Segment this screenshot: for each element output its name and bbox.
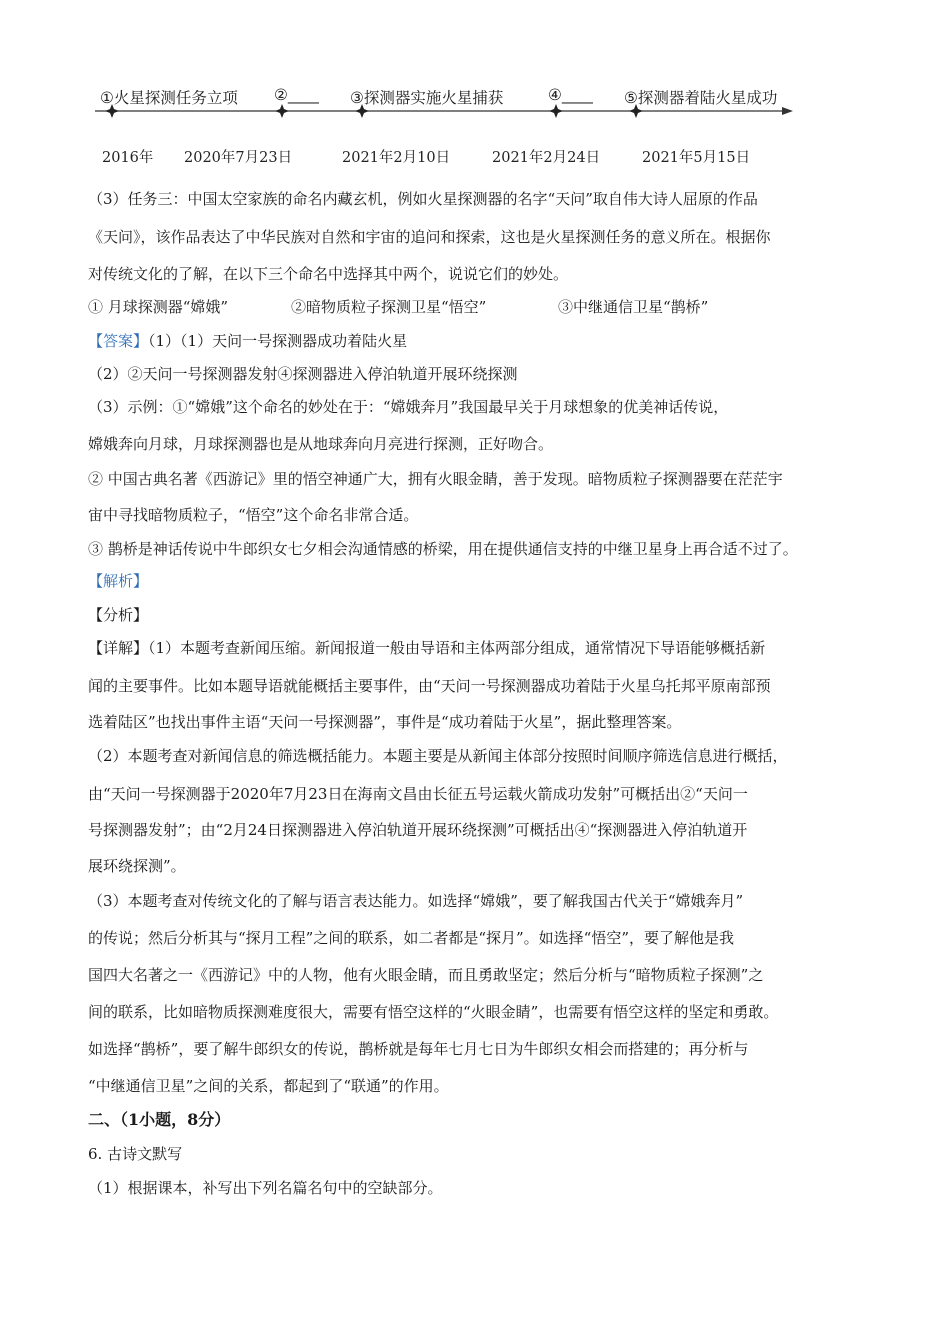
answer-3-line-5: ③ 鹊桥是神话传说中牛郎织女七夕相会沟通情感的桥梁，用在提供通信支持的中继卫星身上再合适不过了。 bbox=[88, 540, 798, 558]
answer-3-line-1: （3）示例：①“嫦娥”这个命名的妙处在于：“嫦娥奔月”我国最早关于月球想象的优美神话传说， bbox=[88, 398, 729, 416]
timeline-node-5: ⑤探测器着陆火星成功 bbox=[624, 89, 778, 107]
timeline-arrowhead bbox=[782, 107, 793, 115]
answer-3-line-2: 嫦娥奔向月球，月球探测器也是从地球奔向月亮进行探测，正好吻合。 bbox=[88, 435, 554, 453]
detail-3-line-6: “中继通信卫星”之间的关系，都起到了“联通”的作用。 bbox=[88, 1077, 449, 1095]
detail-3-line-1: （3）本题考查对传统文化的了解与语言表达能力。如选择“嫦娥”，要了解我国古代关于“嫦娥奔月” bbox=[88, 892, 744, 910]
task3-option-3: ③中继通信卫星“鹊桥” bbox=[558, 298, 709, 316]
detail-3-line-2: 的传说；然后分析其与“探月工程”之间的联系，如二者都是“探月”。如选择“悟空”，要了解他是我 bbox=[88, 929, 735, 947]
detail-1-line-2: 闻的主要事件。比如本题导语就能概括主要事件，由“天问一号探测器成功着陆于火星乌托邦平原南部预 bbox=[88, 677, 771, 695]
timeline-date-4: 2021年2月24日 bbox=[492, 150, 601, 166]
timeline-date-1: 2016年 bbox=[102, 150, 154, 166]
detail-2-line-3: 号探测器发射”；由“2月24日探测器进入停泊轨道开展环绕探测”可概括出④“探测器进入停泊轨道开 bbox=[88, 821, 748, 839]
detail-1-text: （1）本题考查新闻压缩。新闻报道一般由导语和主体两部分组成，通常情况下导语能够概括新 bbox=[148, 639, 766, 657]
answer-tag: 【答案】 bbox=[88, 332, 149, 350]
analysis-tag: 【解析】 bbox=[88, 572, 149, 590]
question-6-title: 6. 古诗文默写 bbox=[88, 1145, 183, 1163]
timeline-node-3: ③探测器实施火星捕获 bbox=[350, 89, 504, 107]
detail-3-line-4: 间的联系，比如暗物质探测难度很大，需要有悟空这样的“火眼金睛”，也需要有悟空这样的坚定和勇敢。 bbox=[88, 1003, 779, 1021]
timeline-node-1: ①火星探测任务立项 bbox=[100, 89, 238, 107]
timeline-node-marker-2 bbox=[275, 104, 289, 118]
timeline-node-2: ②____ bbox=[274, 86, 319, 104]
timeline-date-5: 2021年5月15日 bbox=[642, 150, 751, 166]
task3-option-2: ②暗物质粒子探测卫星“悟空” bbox=[291, 298, 487, 316]
answer-1: （1）（1）天问一号探测器成功着陆火星 bbox=[148, 332, 408, 350]
detail-2-line-1: （2）本题考查对新闻信息的筛选概括能力。本题主要是从新闻主体部分按照时间顺序筛选信息进行概括， bbox=[88, 747, 788, 765]
detail-3-line-5: 如选择“鹊桥”，要了解牛郎织女的传说，鹊桥就是每年七月七日为牛郎织女相会而搭建的；再分析与 bbox=[88, 1040, 749, 1058]
detail-2-line-2: 由“天问一号探测器于2020年7月23日在海南文昌由长征五号运载火箭成功发射”可概括出②“天问一 bbox=[88, 785, 748, 803]
question-6-part-1: （1）根据课本，补写出下列名篇名句中的空缺部分。 bbox=[88, 1179, 443, 1197]
detail-1-line-1 bbox=[88, 638, 765, 658]
detail-tag: 【详解】 bbox=[88, 639, 149, 657]
fenxi-tag: 【分析】 bbox=[88, 606, 149, 624]
task3-paragraph-line-3: 对传统文化的了解，在以下三个命名中选择其中两个，说说它们的妙处。 bbox=[88, 265, 569, 283]
detail-1-line-3: 选着陆区”也找出事件主语“天问一号探测器”，事件是“成功着陆于火星”，据此整理答案。 bbox=[88, 713, 682, 731]
answer-3-line-4: 宙中寻找暗物质粒子，“悟空”这个命名非常合适。 bbox=[88, 506, 419, 524]
timeline-node-marker-4 bbox=[549, 104, 563, 118]
answer-2: （2）②天问一号探测器发射④探测器进入停泊轨道开展环绕探测 bbox=[88, 365, 518, 383]
detail-2-line-4: 展环绕探测”。 bbox=[88, 857, 186, 875]
timeline-date-3: 2021年2月10日 bbox=[342, 150, 451, 166]
timeline-date-2: 2020年7月23日 bbox=[184, 150, 293, 166]
task3-paragraph-line-1: （3）任务三：中国太空家族的命名内藏玄机，例如火星探测器的名字“天问”取自伟大诗人屈原的作品 bbox=[88, 190, 758, 208]
mars-mission-timeline bbox=[0, 0, 950, 175]
answer-line-1 bbox=[88, 331, 407, 351]
task3-option-1: ① 月球探测器“嫦娥” bbox=[88, 298, 229, 316]
task3-paragraph-line-2: 《天问》，该作品表达了中华民族对自然和宇宙的追问和探索，这也是火星探测任务的意义所在。根据你 bbox=[88, 228, 771, 246]
answer-3-line-3: ② 中国古典名著《西游记》里的悟空神通广大，拥有火眼金睛，善于发现。暗物质粒子探测器要在茫茫宇 bbox=[88, 470, 783, 488]
section-2-heading: 二、（1小题，8分） bbox=[88, 1110, 231, 1129]
detail-3-line-3: 国四大名著之一《西游记》中的人物，他有火眼金睛，而且勇敢坚定；然后分析与“暗物质粒子探测”之 bbox=[88, 966, 764, 984]
timeline-node-4: ④____ bbox=[548, 86, 593, 104]
